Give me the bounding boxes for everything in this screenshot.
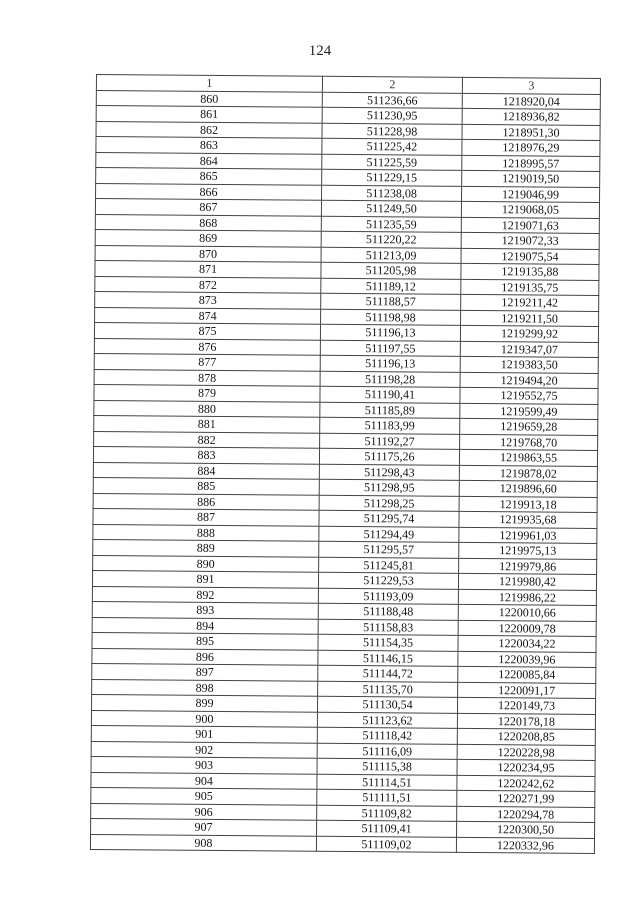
point-number-cell: 879 xyxy=(94,384,320,401)
point-number-cell: 884 xyxy=(93,462,319,479)
x-coordinate-cell: 511183,99 xyxy=(320,417,460,434)
point-number-cell: 875 xyxy=(94,322,320,339)
y-coordinate-cell: 1219347,07 xyxy=(460,341,598,358)
point-number-cell: 862 xyxy=(96,121,322,138)
point-number-cell: 906 xyxy=(91,803,317,820)
x-coordinate-cell: 511188,48 xyxy=(318,603,458,620)
y-coordinate-cell: 1220085,84 xyxy=(458,666,596,683)
point-number-cell: 864 xyxy=(96,152,322,169)
table-body xyxy=(90,90,600,853)
y-coordinate-cell: 1219975,13 xyxy=(459,542,597,559)
y-coordinate-cell: 1219068,05 xyxy=(461,201,599,218)
x-coordinate-cell: 511185,89 xyxy=(320,402,460,419)
x-coordinate-cell: 511115,38 xyxy=(317,758,457,775)
y-coordinate-cell: 1219075,54 xyxy=(461,248,599,265)
x-coordinate-cell: 511196,13 xyxy=(320,324,460,341)
y-coordinate-cell: 1220034,22 xyxy=(458,635,596,652)
x-coordinate-cell: 511193,09 xyxy=(318,588,458,605)
point-number-cell: 897 xyxy=(92,663,318,680)
point-number-cell: 871 xyxy=(95,260,321,277)
y-coordinate-cell: 1219913,18 xyxy=(459,496,597,513)
y-coordinate-cell: 1219211,50 xyxy=(461,310,599,327)
y-coordinate-cell: 1219961,03 xyxy=(459,527,597,544)
point-number-cell: 872 xyxy=(95,276,321,293)
y-coordinate-cell: 1220332,96 xyxy=(456,837,594,854)
point-number-cell: 896 xyxy=(92,648,318,665)
x-coordinate-cell: 511249,50 xyxy=(321,200,461,217)
x-coordinate-cell: 511175,26 xyxy=(319,448,459,465)
point-number-cell: 885 xyxy=(93,477,319,494)
point-number-cell: 877 xyxy=(94,353,320,370)
point-number-cell: 888 xyxy=(93,524,319,541)
x-coordinate-cell: 511298,95 xyxy=(319,479,459,496)
x-coordinate-cell: 511196,13 xyxy=(320,355,460,372)
point-number-cell: 904 xyxy=(91,772,317,789)
point-number-cell: 861 xyxy=(96,106,322,123)
y-coordinate-cell: 1219896,60 xyxy=(459,480,597,497)
x-coordinate-cell: 511236,66 xyxy=(322,92,462,109)
point-number-cell: 886 xyxy=(93,493,319,510)
y-coordinate-cell: 1220242,62 xyxy=(457,775,595,792)
x-coordinate-cell: 511118,42 xyxy=(317,727,457,744)
x-coordinate-cell: 511298,43 xyxy=(319,464,459,481)
x-coordinate-cell: 511158,83 xyxy=(318,619,458,636)
point-number-cell: 865 xyxy=(96,168,322,185)
point-number-cell: 873 xyxy=(95,291,321,308)
x-coordinate-cell: 511298,25 xyxy=(319,495,459,512)
y-coordinate-cell: 1219986,22 xyxy=(458,589,596,606)
x-coordinate-cell: 511109,41 xyxy=(317,820,457,837)
x-coordinate-cell: 511238,08 xyxy=(322,185,462,202)
y-coordinate-cell: 1219599,49 xyxy=(460,403,598,420)
x-coordinate-cell: 511229,53 xyxy=(318,572,458,589)
x-coordinate-cell: 511114,51 xyxy=(317,774,457,791)
x-coordinate-cell: 511135,70 xyxy=(318,681,458,698)
y-coordinate-cell: 1218936,82 xyxy=(462,108,600,125)
x-coordinate-cell: 511154,35 xyxy=(318,634,458,651)
point-number-cell: 898 xyxy=(92,679,318,696)
x-coordinate-cell: 511198,98 xyxy=(321,309,461,326)
point-number-cell: 866 xyxy=(96,183,322,200)
y-coordinate-cell: 1219383,50 xyxy=(460,356,598,373)
point-number-cell: 874 xyxy=(95,307,321,324)
x-coordinate-cell: 511229,15 xyxy=(322,169,462,186)
x-coordinate-cell: 511294,49 xyxy=(319,526,459,543)
column-header-2: 2 xyxy=(322,76,462,93)
y-coordinate-cell: 1219299,92 xyxy=(460,325,598,342)
x-coordinate-cell: 511213,09 xyxy=(321,247,461,264)
y-coordinate-cell: 1219135,75 xyxy=(461,279,599,296)
y-coordinate-cell: 1219878,02 xyxy=(459,465,597,482)
y-coordinate-cell: 1219019,50 xyxy=(462,170,600,187)
x-coordinate-cell: 511235,59 xyxy=(321,216,461,233)
point-number-cell: 908 xyxy=(90,834,316,851)
y-coordinate-cell: 1219046,99 xyxy=(462,186,600,203)
x-coordinate-cell: 511109,02 xyxy=(316,836,456,853)
y-coordinate-cell: 1219211,42 xyxy=(461,294,599,311)
x-coordinate-cell: 511295,74 xyxy=(319,510,459,527)
y-coordinate-cell: 1219494,20 xyxy=(460,372,598,389)
x-coordinate-cell: 511116,09 xyxy=(317,743,457,760)
y-coordinate-cell: 1220091,17 xyxy=(458,682,596,699)
x-coordinate-cell: 511245,81 xyxy=(319,557,459,574)
y-coordinate-cell: 1220234,95 xyxy=(457,759,595,776)
x-coordinate-cell: 511228,98 xyxy=(322,123,462,140)
y-coordinate-cell: 1219552,75 xyxy=(460,387,598,404)
x-coordinate-cell: 511189,12 xyxy=(321,278,461,295)
y-coordinate-cell: 1219980,42 xyxy=(458,573,596,590)
x-coordinate-cell: 511220,22 xyxy=(321,231,461,248)
point-number-cell: 900 xyxy=(91,710,317,727)
point-number-cell: 880 xyxy=(94,400,320,417)
point-number-cell: 905 xyxy=(91,787,317,804)
x-coordinate-cell: 511225,42 xyxy=(322,138,462,155)
x-coordinate-cell: 511144,72 xyxy=(318,665,458,682)
point-number-cell: 893 xyxy=(92,601,318,618)
point-number-cell: 860 xyxy=(96,90,322,107)
point-number-cell: 863 xyxy=(96,137,322,154)
y-coordinate-cell: 1220039,96 xyxy=(458,651,596,668)
y-coordinate-cell: 1218976,29 xyxy=(462,139,600,156)
coordinates-table xyxy=(90,74,601,854)
y-coordinate-cell: 1219863,55 xyxy=(459,449,597,466)
point-number-cell: 882 xyxy=(94,431,320,448)
x-coordinate-cell: 511188,57 xyxy=(321,293,461,310)
y-coordinate-cell: 1219768,70 xyxy=(460,434,598,451)
page-number: 124 xyxy=(308,43,332,59)
y-coordinate-cell: 1220178,18 xyxy=(457,713,595,730)
table-row xyxy=(90,834,594,853)
x-coordinate-cell: 511197,55 xyxy=(320,340,460,357)
point-number-cell: 870 xyxy=(95,245,321,262)
y-coordinate-cell: 1220010,66 xyxy=(458,604,596,621)
x-coordinate-cell: 511190,41 xyxy=(320,386,460,403)
point-number-cell: 891 xyxy=(92,570,318,587)
y-coordinate-cell: 1218995,57 xyxy=(462,155,600,172)
point-number-cell: 894 xyxy=(92,617,318,634)
point-number-cell: 902 xyxy=(91,741,317,758)
point-number-cell: 876 xyxy=(94,338,320,355)
x-coordinate-cell: 511205,98 xyxy=(321,262,461,279)
point-number-cell: 881 xyxy=(94,415,320,432)
point-number-cell: 899 xyxy=(92,694,318,711)
point-number-cell: 903 xyxy=(91,756,317,773)
y-coordinate-cell: 1218920,04 xyxy=(462,93,600,110)
x-coordinate-cell: 511109,82 xyxy=(317,805,457,822)
point-number-cell: 869 xyxy=(95,229,321,246)
x-coordinate-cell: 511225,59 xyxy=(322,154,462,171)
x-coordinate-cell: 511130,54 xyxy=(317,696,457,713)
x-coordinate-cell: 511192,27 xyxy=(320,433,460,450)
x-coordinate-cell: 511295,57 xyxy=(319,541,459,558)
point-number-cell: 867 xyxy=(95,199,321,216)
point-number-cell: 889 xyxy=(93,539,319,556)
column-header-3: 3 xyxy=(462,77,600,94)
y-coordinate-cell: 1220294,78 xyxy=(457,806,595,823)
point-number-cell: 892 xyxy=(92,586,318,603)
x-coordinate-cell: 511198,28 xyxy=(320,371,460,388)
y-coordinate-cell: 1219135,88 xyxy=(461,263,599,280)
point-number-cell: 907 xyxy=(91,818,317,835)
x-coordinate-cell: 511123,62 xyxy=(317,712,457,729)
y-coordinate-cell: 1220228,98 xyxy=(457,744,595,761)
point-number-cell: 887 xyxy=(93,508,319,525)
y-coordinate-cell: 1219072,33 xyxy=(461,232,599,249)
y-coordinate-cell: 1219071,63 xyxy=(461,217,599,234)
y-coordinate-cell: 1219979,86 xyxy=(459,558,597,575)
x-coordinate-cell: 511146,15 xyxy=(318,650,458,667)
y-coordinate-cell: 1220208,85 xyxy=(457,728,595,745)
point-number-cell: 895 xyxy=(92,632,318,649)
y-coordinate-cell: 1219659,28 xyxy=(460,418,598,435)
y-coordinate-cell: 1220149,73 xyxy=(457,697,595,714)
point-number-cell: 878 xyxy=(94,369,320,386)
point-number-cell: 883 xyxy=(93,446,319,463)
y-coordinate-cell: 1220300,50 xyxy=(457,821,595,838)
point-number-cell: 890 xyxy=(93,555,319,572)
y-coordinate-cell: 1218951,30 xyxy=(462,124,600,141)
point-number-cell: 901 xyxy=(91,725,317,742)
y-coordinate-cell: 1220271,99 xyxy=(457,790,595,807)
x-coordinate-cell: 511111,51 xyxy=(317,789,457,806)
column-header-1: 1 xyxy=(96,75,322,92)
y-coordinate-cell: 1220009,78 xyxy=(458,620,596,637)
x-coordinate-cell: 511230,95 xyxy=(322,107,462,124)
point-number-cell: 868 xyxy=(95,214,321,231)
y-coordinate-cell: 1219935,68 xyxy=(459,511,597,528)
